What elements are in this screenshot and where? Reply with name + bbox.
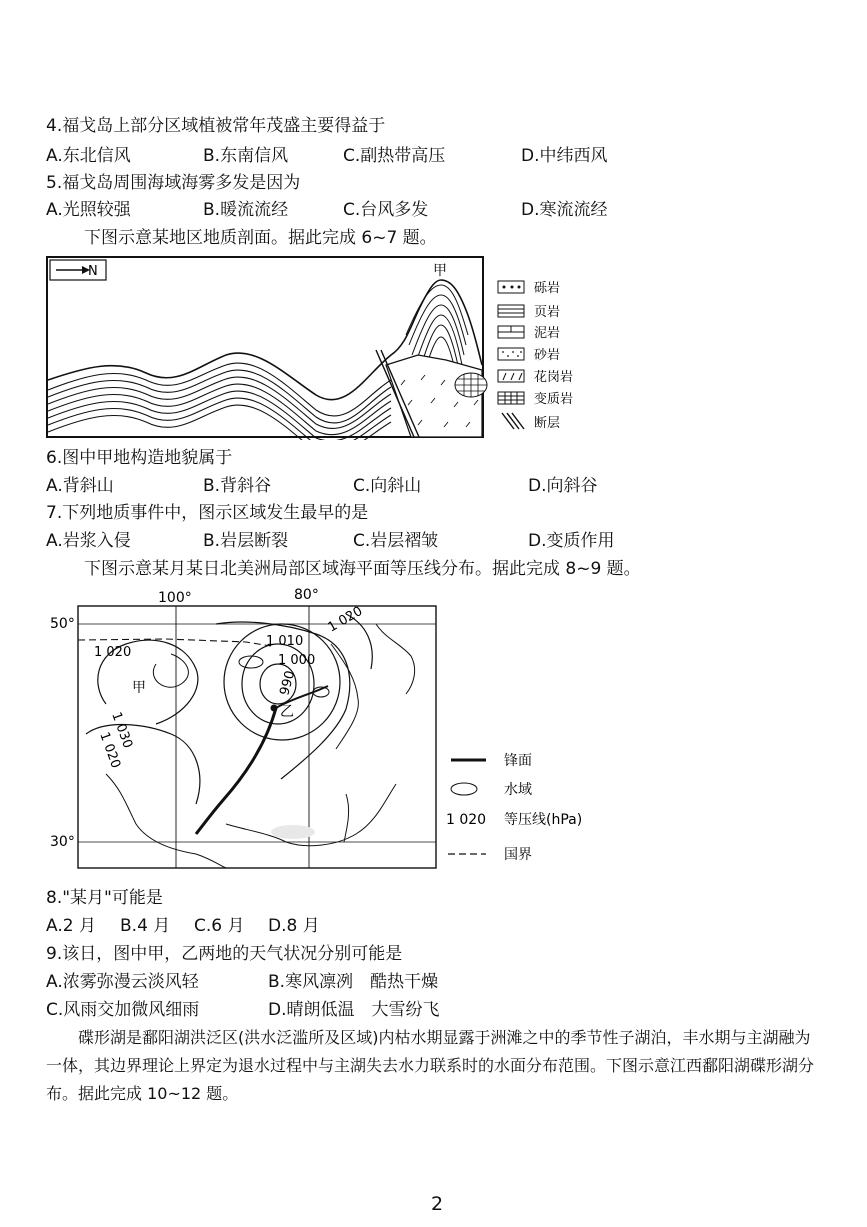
isobar-label-1020-n: 1 020: [94, 645, 132, 660]
legend-water-icon: [451, 783, 477, 795]
legend-shale: 页岩: [534, 305, 561, 320]
lon-label-80: 80°: [294, 587, 319, 603]
legend-mudstone: 泥岩: [534, 326, 561, 341]
question-4-stem: 4.福戈岛上部分区域植被常年茂盛主要得益于: [46, 116, 386, 136]
geologic-cross-section: [46, 255, 606, 440]
lat-label-30: 30°: [50, 834, 75, 850]
isobar-label-1030: 1 030: [108, 710, 136, 751]
lon-label-100: 100°: [158, 590, 192, 606]
map-legend: [446, 753, 582, 863]
q9-option-c: C.风雨交加微风细雨: [46, 1000, 200, 1020]
page-number: 2: [431, 1193, 444, 1215]
passage-10-12: 碟形湖是鄱阳湖洪泛区(洪水泛滥所及区域)内枯水期显露于洲滩之中的季节性子湖泊，丰水期与主湖融为一体，其边界理论上界定为退水过程中与主湖失去水力联系时的水面分布范围。下图示意江西鄱阳湖碟形湖分布。据此完成 10~12 题。: [46, 1028, 815, 1103]
q9-option-a: A.浓雾弥漫云淡风轻: [46, 972, 199, 992]
q9-option-d: D.晴朗低温 大雪纷飞: [268, 1000, 440, 1020]
q7-option-b: B.岩层断裂: [203, 531, 289, 551]
legend-granite: 花岗岩: [534, 370, 574, 385]
legend-isobar: 等压线(hPa): [504, 812, 583, 828]
q7-option-a: A.岩浆入侵: [46, 531, 131, 551]
legend-border: 国界: [504, 847, 532, 863]
question-6-stem: 6.图中甲地构造地貌属于: [46, 448, 233, 468]
intro-6-7: 下图示意某地区地质剖面。据此完成 6~7 题。: [84, 228, 437, 248]
section-legend: [498, 280, 573, 431]
q9-option-b: B.寒风凛冽 酷热干燥: [268, 972, 439, 992]
jia-label-section: 甲: [433, 263, 447, 279]
legend-isobar-sample: 1 020: [446, 812, 487, 828]
q4-option-a: A.东北信风: [46, 146, 131, 166]
q6-option-a: A.背斜山: [46, 476, 114, 496]
q8-option-d: D.8 月: [268, 916, 320, 936]
q4-option-b: B.东南信风: [203, 146, 289, 166]
isobar-label-1010: 1 010: [266, 634, 304, 649]
legend-sandstone: 砂岩: [534, 348, 561, 363]
isobar-label-1020-ne: 1 020: [325, 603, 366, 636]
place-jia: 甲: [132, 680, 146, 696]
q5-option-d: D.寒流流经: [521, 200, 608, 220]
q6-option-d: D.向斜谷: [528, 476, 598, 496]
isobar-label-990: 990: [277, 669, 299, 698]
legend-metamorphic: 变质岩: [534, 392, 574, 407]
lat-label-50: 50°: [50, 616, 75, 632]
q4-option-c: C.副热带高压: [343, 146, 446, 166]
place-yi: 乙: [280, 704, 294, 720]
question-9-stem: 9.该日，图中甲，乙两地的天气状况分别可能是: [46, 944, 403, 964]
q8-option-c: C.6 月: [194, 916, 245, 936]
legend-conglomerate: 砾岩: [534, 281, 561, 296]
intro-8-9: 下图示意某月某日北美洲局部区域海平面等压线分布。据此完成 8~9 题。: [84, 559, 641, 579]
question-5-stem: 5.福戈岛周围海域海雾多发是因为: [46, 173, 301, 193]
isobar-label-1020-w: 1 020: [96, 730, 124, 771]
q5-option-c: C.台风多发: [343, 200, 429, 220]
question-7-stem: 7.下列地质事件中，图示区域发生最早的是: [46, 503, 369, 523]
q6-option-b: B.背斜谷: [203, 476, 272, 496]
legend-front: 锋面: [504, 753, 532, 769]
question-8-stem: 8."某月"可能是: [46, 888, 163, 908]
isobar-map: [46, 584, 606, 880]
q6-option-c: C.向斜山: [353, 476, 422, 496]
isobar-label-1000: 1 000: [278, 653, 316, 668]
q7-option-d: D.变质作用: [528, 531, 615, 551]
q4-option-d: D.中纬西风: [521, 146, 608, 166]
q5-option-a: A.光照较强: [46, 200, 131, 220]
q8-option-b: B.4 月: [120, 916, 171, 936]
legend-water: 水域: [504, 782, 532, 798]
q7-option-c: C.岩层褶皱: [353, 531, 439, 551]
north-label: N: [88, 264, 98, 279]
q5-option-b: B.暖流流经: [203, 200, 289, 220]
q8-option-a: A.2 月: [46, 916, 96, 936]
legend-fault: 断层: [534, 416, 561, 431]
